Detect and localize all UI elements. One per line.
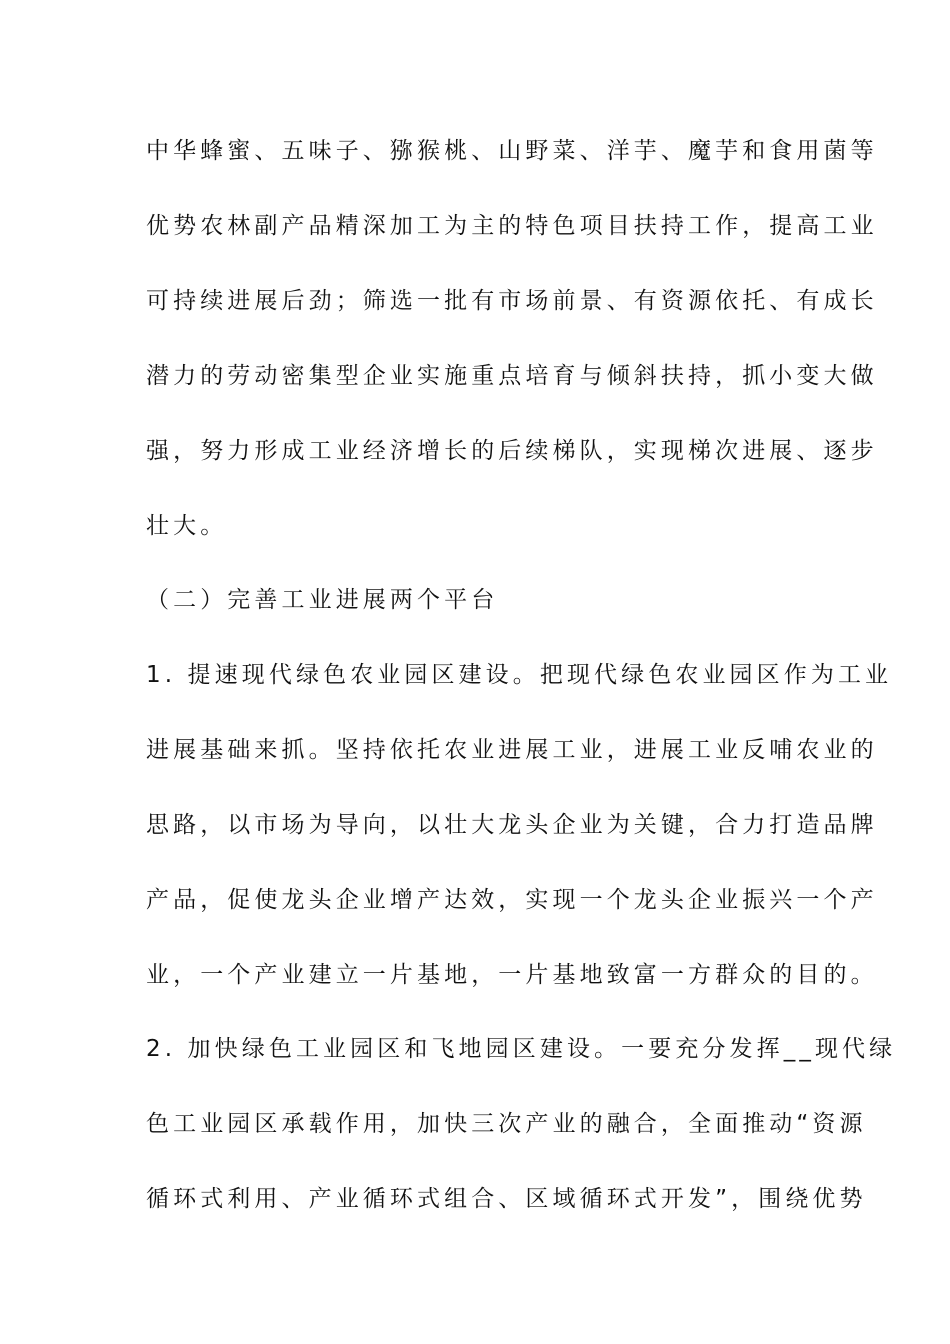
body-text-line-8: 1. 提速现代绿色农业园区建设。把现代绿色农业园区作为工业 — [146, 662, 893, 688]
body-text-line-10: 思路，以市场为导向，以壮大龙头企业为关键，合力打造品牌 — [146, 812, 878, 838]
body-text-line-6: 壮大。 — [146, 513, 228, 539]
section-heading: （二）完善工业进展两个平台 — [146, 587, 499, 613]
body-text-line-12: 业，一个产业建立一片基地，一片基地致富一方群众的目的。 — [146, 962, 878, 988]
body-text-line-4: 潜力的劳动密集型企业实施重点培育与倾斜扶持，抓小变大做 — [146, 363, 878, 389]
body-text-line-5: 强，努力形成工业经济增长的后续梯队，实现梯次进展、逐步 — [146, 438, 878, 464]
body-text-line-3: 可持续进展后劲；筛选一批有市场前景、有资源依托、有成长 — [146, 288, 878, 314]
body-text-line-9: 进展基础来抓。坚持依托农业进展工业，进展工业反哺农业的 — [146, 737, 878, 763]
body-text-line-13: 2. 加快绿色工业园区和飞地园区建设。一要充分发挥__现代绿 — [146, 1036, 897, 1062]
body-text-line-2: 优势农林副产品精深加工为主的特色项目扶持工作，提高工业 — [146, 213, 878, 239]
body-text-line-1: 中华蜂蜜、五味子、猕猴桃、山野菜、洋芋、魔芋和食用菌等 — [146, 138, 878, 164]
body-text-line-15: 循环式利用、产业循环式组合、区域循环式开发”，围绕优势 — [146, 1186, 867, 1212]
body-text-line-14: 色工业园区承载作用，加快三次产业的融合，全面推动“资源 — [146, 1111, 867, 1137]
body-text-line-11: 产品，促使龙头企业增产达效，实现一个龙头企业振兴一个产 — [146, 887, 878, 913]
